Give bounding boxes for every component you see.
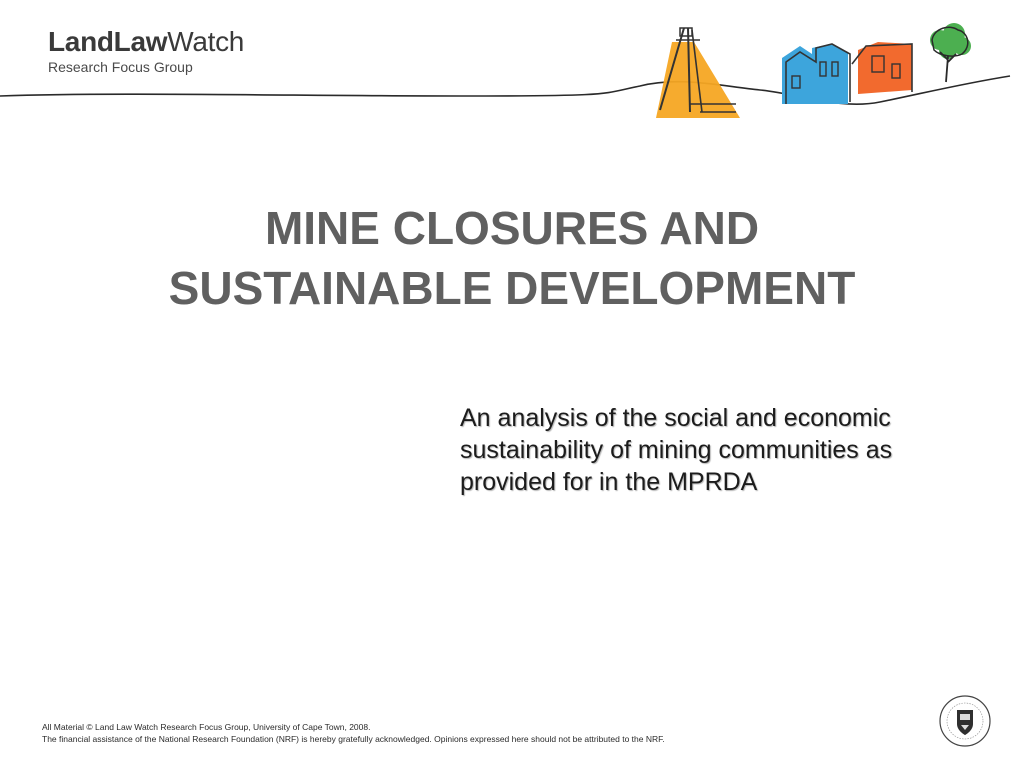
logo-tagline: Research Focus Group	[48, 59, 193, 75]
university-seal-icon	[938, 694, 992, 748]
header-illustration	[0, 0, 1024, 130]
logo-light-text: Watch	[167, 26, 245, 57]
slide-title-line-1: MINE CLOSURES AND	[264, 202, 760, 254]
houses-icon	[782, 42, 912, 104]
footer-disclaimer	[42, 721, 902, 745]
slide-title-line-2: SUSTAINABLE DEVELOPMENT	[168, 262, 856, 314]
slide-title	[0, 198, 1024, 318]
mine-headgear-icon	[656, 28, 740, 118]
slide-subtitle: An analysis of the social and economic sustainability of mining communities as provided for in the MPRDA	[460, 404, 893, 496]
footer-acknowledgement: The financial assistance of the National Research Foundation (NRF) is hereby gratefully acknowledged. Opinions expressed here should not be attributed to the NRF.	[42, 734, 665, 744]
logo-bold-text: LandLaw	[48, 26, 168, 57]
footer-copyright: All Material © Land Law Watch Research Focus Group, University of Cape Town, 2008.	[42, 722, 371, 732]
tree-icon	[930, 23, 971, 82]
